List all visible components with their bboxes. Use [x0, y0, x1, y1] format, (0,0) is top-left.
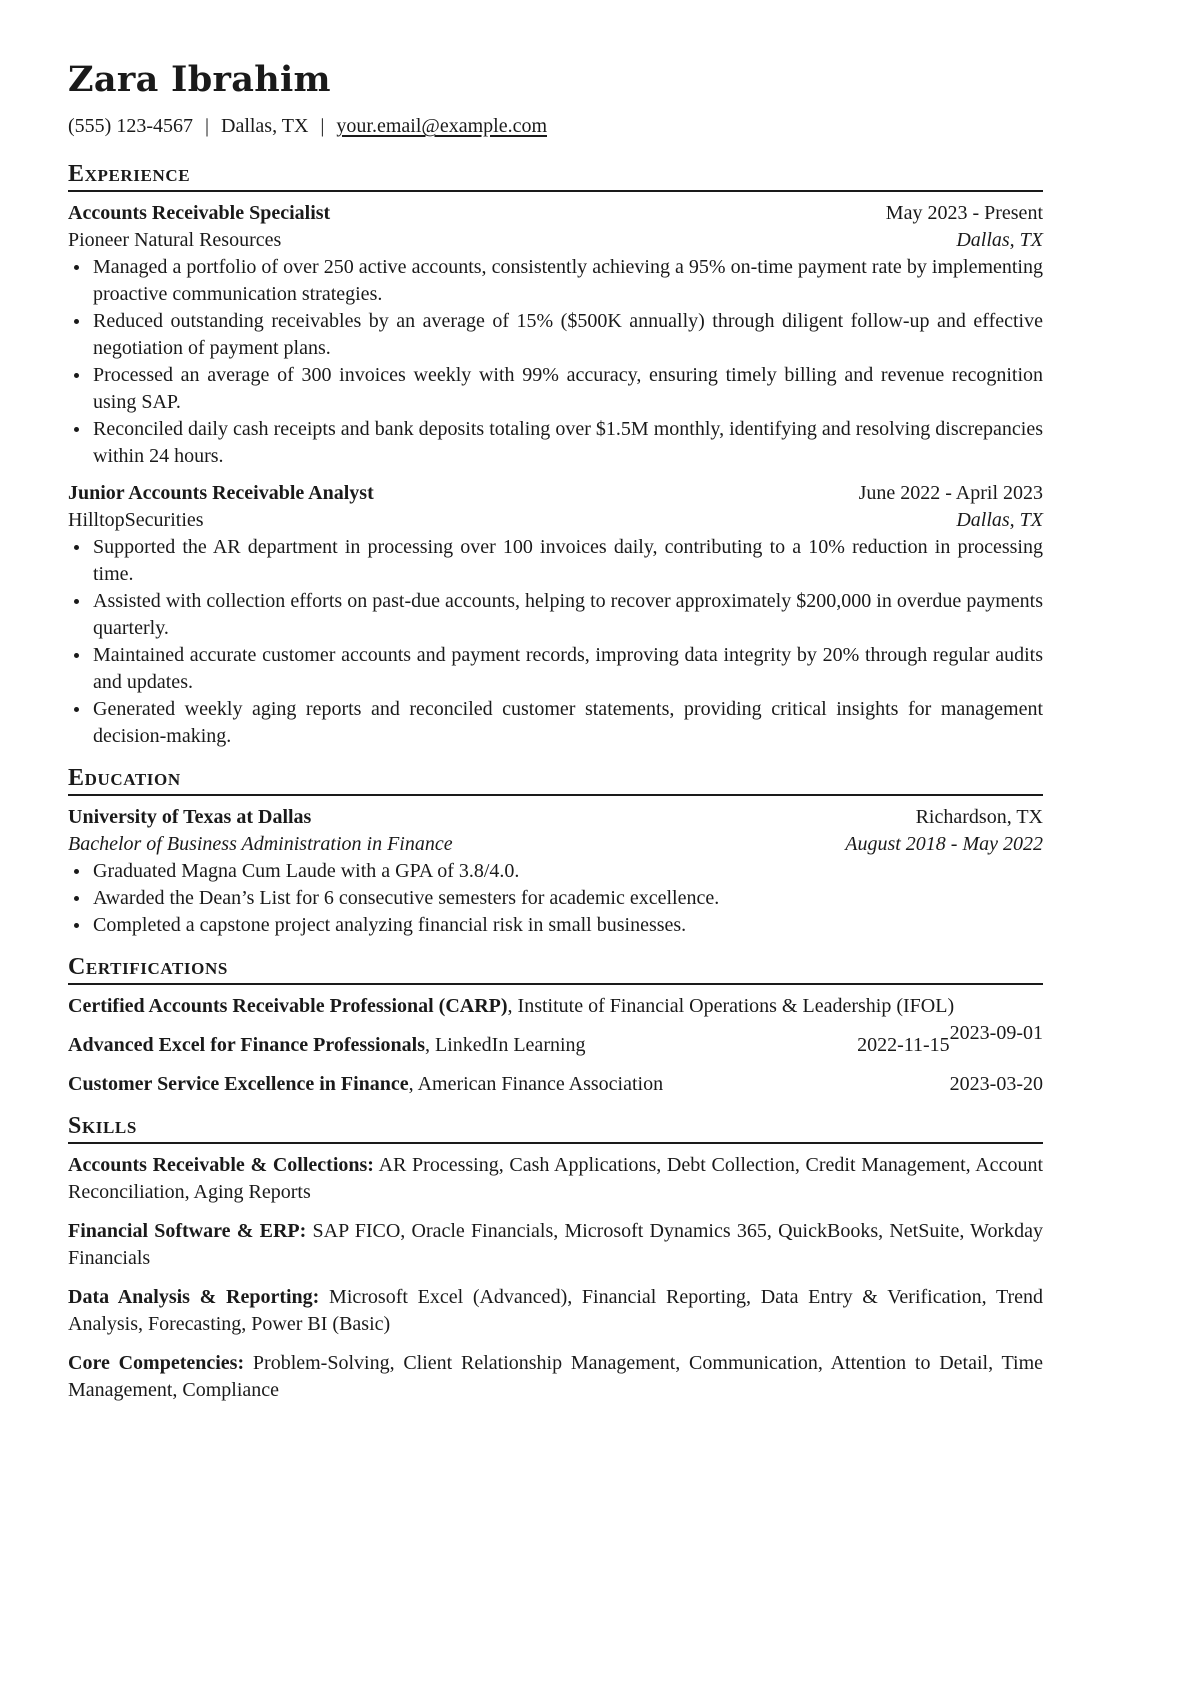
job-entry — [68, 200, 1043, 470]
job-role: Accounts Receivable Specialist — [68, 202, 331, 224]
job-company: Pioneer Natural Resources — [68, 229, 282, 251]
bullet-item: Graduated Magna Cum Laude with a GPA of 3.8/4.0. — [68, 858, 1043, 885]
certification-name: Customer Service Excellence in Finance — [68, 1073, 409, 1095]
contact-line — [68, 113, 1043, 139]
job-role: Junior Accounts Receivable Analyst — [68, 482, 374, 504]
skill-label: Accounts Receivable & Collections: — [68, 1154, 374, 1176]
resume-page — [68, 58, 1043, 1404]
bullet-item: Completed a capstone project analyzing financial risk in small businesses. — [68, 912, 1043, 939]
bullet-icon — [74, 896, 79, 901]
bullet-icon — [74, 653, 79, 658]
bullet-item: Generated weekly aging reports and reconciled customer statements, providing critical insights for management decision-making. — [68, 696, 1043, 750]
email-link[interactable]: your.email@example.com — [336, 115, 547, 137]
bullet-item: Supported the AR department in processing over 100 invoices daily, contributing to a 10% reduction in processing time. — [68, 534, 1043, 588]
certification-item: Certified Accounts Receivable Professional (CARP), Institute of Financial Operations & Leadership (IFOL) 2023-09-01 — [68, 993, 1043, 1020]
certification-item: Advanced Excel for Finance Professionals, LinkedIn Learning 2022-11-15 — [68, 1032, 950, 1059]
separator: | — [320, 115, 325, 137]
bullet-icon — [74, 599, 79, 604]
job-bullets — [68, 254, 1043, 470]
skill-value: Problem-Solving, Client Relationship Management, Communication, Attention to Detail, Time Management, Compliance — [68, 1352, 1044, 1401]
job-location: Dallas, TX — [956, 229, 1043, 251]
phone: (555) 123-4567 — [68, 115, 193, 137]
skill-value: AR Processing, Cash Applications, Debt Collection, Credit Management, Account Reconciliation, Aging Reports — [68, 1154, 1043, 1203]
skill-label: Financial Software & ERP: — [68, 1220, 307, 1242]
education-entry — [68, 804, 1043, 939]
bullet-item: Reconciled daily cash receipts and bank deposits totaling over $1.5M monthly, identifying and resolving discrepancies within 24 hours. — [68, 416, 1043, 470]
skills-section — [68, 1112, 1043, 1404]
bullet-icon — [74, 869, 79, 874]
school-name: University of Texas at Dallas — [68, 806, 312, 828]
bullet-item: Reduced outstanding receivables by an average of 15% ($500K annually) through diligent follow-up and effective negotiation of payment plans. — [68, 308, 1043, 362]
school-location: Richardson, TX — [915, 806, 1043, 828]
job-dates: May 2023 - Present — [885, 202, 1043, 224]
education-section — [68, 764, 1043, 939]
bullet-icon — [74, 265, 79, 270]
certification-issuer: Institute of Financial Operations & Leadership (IFOL) — [517, 995, 955, 1017]
certification-name: Advanced Excel for Finance Professionals — [68, 1034, 426, 1056]
degree: Bachelor of Business Administration in Finance — [68, 833, 453, 855]
bullet-icon — [74, 319, 79, 324]
experience-section — [68, 160, 1043, 750]
education-bullets — [68, 858, 1043, 939]
bullet-item: Awarded the Dean’s List for 6 consecutive semesters for academic excellence. — [68, 885, 1043, 912]
section-title: Skills — [68, 1112, 1043, 1144]
bullet-icon — [74, 707, 79, 712]
section-title: Education — [68, 764, 1043, 796]
bullet-icon — [74, 923, 79, 928]
bullet-icon — [74, 373, 79, 378]
education-dates: August 2018 - May 2022 — [845, 833, 1043, 855]
separator: | — [204, 115, 209, 137]
skill-value: Microsoft Excel (Advanced), Financial Reporting, Data Entry & Verification, Trend Analysis, Forecasting, Power BI (Basic) — [68, 1286, 1043, 1335]
skill-group — [68, 1284, 1043, 1338]
certification-issuer: LinkedIn Learning — [435, 1034, 586, 1056]
skill-label: Data Analysis & Reporting: — [68, 1286, 320, 1308]
bullet-icon — [74, 545, 79, 550]
candidate-name: Zara Ibrahim — [68, 59, 331, 100]
certification-item: Customer Service Excellence in Finance, American Finance Association 2023-03-20 — [68, 1071, 1043, 1098]
job-entry — [68, 480, 1043, 750]
skill-value: SAP FICO, Oracle Financials, Microsoft Dynamics 365, QuickBooks, NetSuite, Workday Financials — [68, 1220, 1043, 1269]
skill-group — [68, 1350, 1043, 1404]
section-title: Experience — [68, 160, 1043, 192]
job-location: Dallas, TX — [956, 509, 1043, 531]
bullet-item: Assisted with collection efforts on past-due accounts, helping to recover approximately $200,000 in overdue payments quarterly. — [68, 588, 1043, 642]
bullet-item: Managed a portfolio of over 250 active accounts, consistently achieving a 95% on-time payment rate by implementing proactive communication strategies. — [68, 254, 1043, 308]
bullet-item: Maintained accurate customer accounts and payment records, improving data integrity by 20% through regular audits and updates. — [68, 642, 1043, 696]
job-dates: June 2022 - April 2023 — [858, 482, 1043, 504]
skill-label: Core Competencies: — [68, 1352, 245, 1374]
job-company: HilltopSecurities — [68, 509, 204, 531]
location: Dallas, TX — [221, 115, 309, 137]
bullet-item: Processed an average of 300 invoices weekly with 99% accuracy, ensuring timely billing and revenue recognition using SAP. — [68, 362, 1043, 416]
skill-group — [68, 1218, 1043, 1272]
certification-date: 2023-09-01 — [949, 1022, 1043, 1044]
section-title: Certifications — [68, 953, 1043, 985]
certification-name: Certified Accounts Receivable Professional (CARP) — [68, 995, 508, 1017]
certification-date: 2022-11-15 — [857, 1034, 950, 1056]
certifications-section — [68, 953, 1043, 1098]
certification-issuer: American Finance Association — [417, 1073, 664, 1095]
job-bullets — [68, 534, 1043, 750]
certification-date: 2023-03-20 — [949, 1073, 1043, 1095]
skill-group — [68, 1152, 1043, 1206]
bullet-icon — [74, 427, 79, 432]
